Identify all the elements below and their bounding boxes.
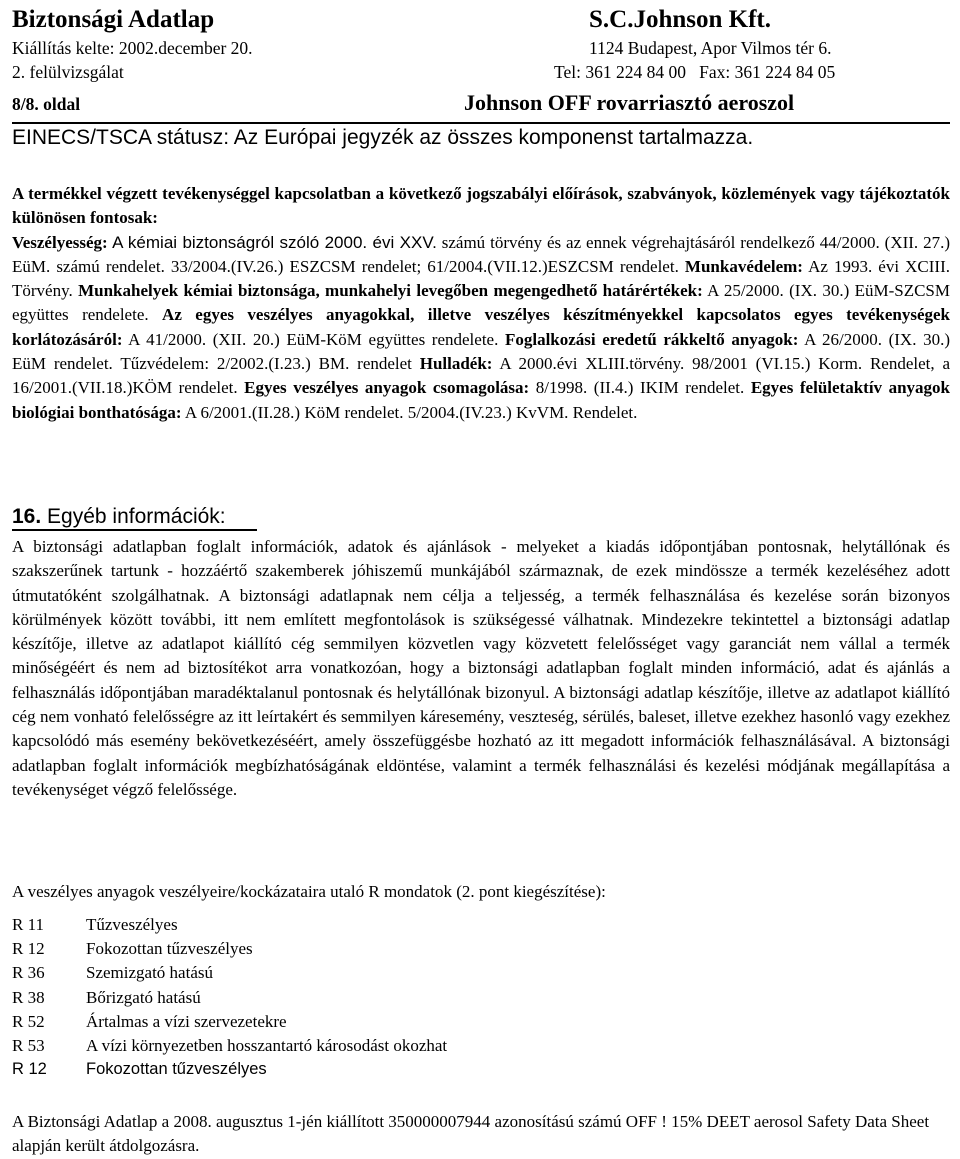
r-phrase-text: Tűzveszélyes bbox=[86, 915, 178, 934]
r-phrase-row bbox=[12, 915, 712, 939]
r-phrase-code: R 38 bbox=[12, 987, 45, 1007]
carcinogen-text: A 26/2000. (IX. 30.) EüM rendelet. Tűzvédelem: 2/2002.(I.23.) BM. rendelet bbox=[12, 329, 950, 374]
phone-fax: Tel: 361 224 84 00 Fax: 361 224 84 05 bbox=[554, 62, 836, 82]
footer-note: A Biztonsági Adatlap a 2008. augusztus 1-jén kiállított 350000007944 azonosítású számú OFF ! 15% DEET aerosol Safety Data Sheet alapján került átdolgozásra. bbox=[12, 1112, 930, 1156]
revision-label: 2. felülvizsgálat bbox=[12, 62, 124, 82]
r-phrase-text: Fokozottan tűzveszélyes bbox=[86, 939, 253, 959]
section-16-heading bbox=[12, 505, 226, 529]
r-phrase-text: Ártalmas a vízi szervezetekre bbox=[86, 1011, 287, 1031]
r-phrase-code: R 52 bbox=[12, 1011, 45, 1031]
packaging-label: Egyes veszélyes anyagok csomagolása: bbox=[244, 378, 530, 398]
r-phrase-row bbox=[12, 963, 712, 987]
r-phrase-row bbox=[12, 988, 712, 1012]
r-phrase-row bbox=[12, 1012, 712, 1036]
restriction-label: Az egyes veszélyes anyagokkal, illetve veszélyes készítményekkel kapcsolatos egyes tevékenységek korlátozásáról: bbox=[12, 305, 950, 349]
r-phrase-code: R 36 bbox=[12, 963, 45, 983]
header-row-2 bbox=[12, 38, 950, 62]
packaging-text: 8/1998. (II.4.) IKIM rendelet. bbox=[529, 378, 751, 398]
page-number: 8/8. oldal bbox=[12, 94, 81, 114]
regulations-block bbox=[12, 182, 950, 425]
r-phrase-text: A vízi környezetben hosszantartó károsodást okozhat bbox=[86, 1035, 448, 1055]
worksafety-label: Munkavédelem: bbox=[684, 256, 803, 276]
section-16-number: 16. bbox=[12, 505, 42, 528]
regulations-intro: A termékkel végzett tevékenységgel kapcsolatban a következő jogszabályi előírások, szabványok, közlemények vagy tájékoztatók különösen fontosak: bbox=[12, 184, 950, 228]
company-address: 1124 Budapest, Apor Vilmos tér 6. bbox=[589, 38, 832, 58]
r-phrase-row bbox=[12, 1036, 712, 1060]
section-16-title: Egyéb információk: bbox=[41, 505, 226, 528]
r-phrase-text: Fokozottan tűzveszélyes bbox=[86, 1060, 267, 1079]
r-phrase-text: Bőrizgató hatású bbox=[86, 987, 201, 1007]
hazard-text: számú törvény és az ennek végrehajtásáról rendelkező 44/2000. (XII. 27.) EüM. számú rendelet. 33/2004.(IV.26.) ESZCSM rendelet; 61/2004.(VII.12.)ESZCSM rendelet. bbox=[12, 232, 951, 276]
waste-text: A 2000.évi XLIII.törvény. 98/2001 (VI.15.) Korm. Rendelet, a 16/2001.(VII.18.)KÖM rendelet. bbox=[12, 354, 950, 398]
header-row-4 bbox=[12, 90, 950, 114]
workplace-text: A 25/2000. (IX. 30.) EüM-SZCSM együttes rendelete. bbox=[12, 281, 950, 325]
issue-date: Kiállítás kelte: 2002.december 20. bbox=[12, 38, 253, 58]
r-phrase-code: R 12 bbox=[12, 1060, 47, 1079]
regulations-text bbox=[12, 231, 950, 425]
worksafety-text: Az 1993. évi XCIII. Törvény. bbox=[12, 256, 950, 301]
hazard-label: Veszélyesség: bbox=[12, 232, 108, 252]
header-row-1 bbox=[12, 6, 950, 33]
r-phrases-list bbox=[12, 915, 712, 1084]
section-16-underline bbox=[12, 529, 257, 531]
r-phrase-code: R 11 bbox=[12, 915, 44, 934]
r-phrases-intro: A veszélyes anyagok veszélyeire/kockázataira utaló R mondatok (2. pont kiegészítése): bbox=[12, 882, 606, 901]
workplace-label: Munkahelyek kémiai biztonsága, munkahelyi levegőben megengedhető határértékek: bbox=[78, 281, 703, 301]
hazard-law-sans: A kémiai biztonságról szóló 2000. évi XXV. bbox=[107, 232, 437, 252]
header-divider bbox=[12, 122, 950, 124]
r-phrase-code: R 12 bbox=[12, 939, 45, 959]
r-phrase-text: Szemizgató hatású bbox=[86, 963, 213, 983]
restriction-text: A 41/2000. (XII. 20.) EüM-KöM együttes rendelete. bbox=[122, 329, 505, 349]
product-name: Johnson OFF rovarriasztó aeroszol bbox=[464, 90, 795, 115]
document-title: Biztonsági Adatlap bbox=[12, 6, 215, 33]
waste-label: Hulladék: bbox=[419, 354, 493, 374]
surfactant-label: Egyes felületaktív anyagok biológiai bonthatósága: bbox=[12, 378, 951, 422]
r-phrase-row bbox=[12, 939, 712, 963]
einecs-status: EINECS/TSCA státusz: Az Európai jegyzék az összes komponenst tartalmazza. bbox=[12, 126, 754, 149]
section-16-body: A biztonsági adatlapban foglalt információk, adatok és ajánlások - melyeket a kiadás időpontjában pontosnak, helytállónak és szakszerűnek tartunk - hozzáértő szakemberek jóhiszemű munkájából származnak, de ezek mindössze a termék kezeléséhez adott útmutatóként szolgálhatnak. A biztonsági adatlapnak nem célja a teljesség, a termék felhasználása és kezelése során bizonyos körülmények között további, itt nem említett megfontolások is szükségessé válhatnak. Mindezekre tekintettel a biztonsági adatlap készítője, illetve az adatlapot kiállító cég semmilyen közvetlen vagy közvetett felelősséget vagy garanciát nem vállal a termék minőségéért és nem ad biztosítékot arra vonatkozóan, hogy a biztonsági adatlapban foglalt minden információ, adat és ajánlás a felhasználás időpontjában maradéktalanul pontosnak és helytállónak bizonyul. A biztonsági adatlap készítője, illetve az adatlapot kiállító cég nem vonható felelősségre az itt leírtakért és semmilyen káresemény, veszteség, sérülés, baleset, illetve ezekhez hasonló vagy ezekhez kapcsolódó más esemény bekövetkezéséért, amely összefüggésbe hozható az itt megadott információk felhasználásával. A biztonsági adatlapban foglalt információk megbízhatóságának eldöntése, valamint a termék felhasználási és kezelési módjának megállapítása a tevékenységet végző felelőssége. bbox=[12, 537, 950, 799]
r-phrase-code: R 53 bbox=[12, 1035, 45, 1055]
r-phrase-row bbox=[12, 1060, 712, 1084]
company-name: S.C.Johnson Kft. bbox=[589, 6, 771, 33]
header-row-3 bbox=[12, 62, 950, 86]
surfactant-text: A 6/2001.(II.28.) KöM rendelet. 5/2004.(IV.23.) KvVM. Rendelet. bbox=[181, 402, 638, 422]
carcinogen-label: Foglalkozási eredetű rákkeltő anyagok: bbox=[504, 329, 799, 349]
